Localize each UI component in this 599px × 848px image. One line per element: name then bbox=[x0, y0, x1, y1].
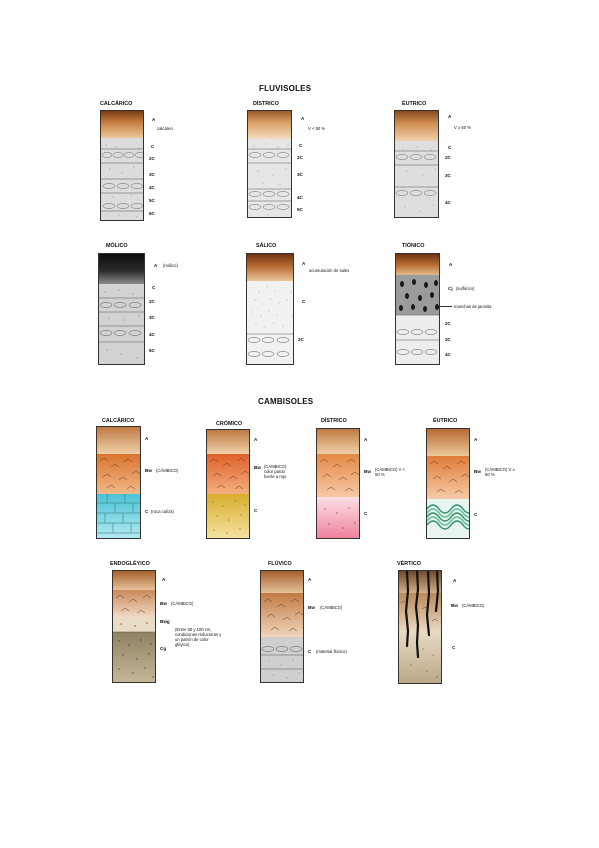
horizon-label-cj: Cj bbox=[448, 286, 453, 291]
horizon-note-bw: (CÁMBICO) bbox=[156, 468, 179, 473]
profile-title: MÓLICO bbox=[106, 243, 128, 249]
profile-title: VÉRTICO bbox=[397, 561, 421, 567]
horizon-label-5c: 5C bbox=[297, 207, 303, 212]
horizon-note: (mólico) bbox=[163, 263, 178, 268]
horizon-label-a: A bbox=[154, 263, 158, 268]
horizon-note-bw: (CÁMBICO) V < 50 % bbox=[375, 467, 405, 477]
horizon-label-a: A bbox=[474, 437, 478, 442]
horizon-label-2c: 2C bbox=[149, 156, 155, 161]
soil-column bbox=[98, 253, 145, 365]
horizon-label-4c: 4C bbox=[149, 185, 155, 190]
soil-column bbox=[394, 110, 439, 218]
limestone-texture bbox=[97, 427, 141, 539]
horizon-note-bw: (CÁMBICO) bbox=[171, 601, 194, 606]
horizon-label-bw: Bw bbox=[308, 605, 315, 610]
cambisoles-title: CAMBISOLES bbox=[258, 397, 314, 406]
horizon-label-c: C bbox=[299, 143, 303, 148]
horizon-label-a: A bbox=[364, 437, 368, 442]
horizon-label-a: A bbox=[152, 117, 156, 122]
profile-title: ENDOGLÉYICO bbox=[110, 561, 150, 567]
horizon-label-a: A bbox=[453, 578, 457, 583]
soil-column bbox=[426, 428, 470, 539]
horizon-label-bw: Bw bbox=[160, 601, 167, 606]
horizon-label-c: C bbox=[448, 145, 452, 150]
gravel-texture bbox=[395, 111, 439, 218]
horizon-note: calcáreo bbox=[157, 126, 173, 131]
gravel-texture bbox=[99, 254, 145, 365]
soil-column bbox=[96, 426, 141, 539]
horizon-label-a: A bbox=[449, 262, 453, 267]
horizon-label-4c: 4C bbox=[445, 200, 451, 205]
horizon-label-3c: 3C bbox=[149, 315, 155, 320]
horizon-label-bw: Bw bbox=[451, 603, 458, 608]
vertic-cracks bbox=[399, 571, 442, 684]
horizon-label-a: A bbox=[301, 116, 305, 121]
horizon-label-2c: 2C bbox=[297, 155, 303, 160]
profile-title: CALCÁRICO bbox=[102, 418, 135, 424]
fluvic-texture bbox=[261, 571, 304, 683]
soil-column bbox=[246, 253, 294, 365]
jarosita-note: manchas de jarosita bbox=[454, 304, 492, 309]
horizon-label-a: A bbox=[448, 114, 452, 119]
jarosita-pointer bbox=[440, 306, 452, 307]
horizon-label-c: C bbox=[474, 512, 478, 517]
horizon-note: V ≥ 50 % bbox=[454, 125, 471, 130]
horizon-label-c: C bbox=[308, 649, 312, 654]
horizon-label-c: C bbox=[302, 299, 306, 304]
horizon-note-bw: (CÁMBICO) V ≥ 50 % bbox=[485, 467, 515, 477]
soil-column bbox=[260, 570, 304, 683]
horizon-note: V < 50 % bbox=[308, 126, 326, 131]
horizon-label-c: C bbox=[145, 509, 149, 514]
horizon-label-a: A bbox=[254, 437, 258, 442]
horizon-label-a: A bbox=[308, 577, 312, 582]
soil-column bbox=[112, 570, 156, 683]
horizon-label-4c: 4C bbox=[149, 332, 155, 337]
profile-title: FLÚVICO bbox=[268, 561, 292, 567]
profile-title: CRÓMICO bbox=[216, 421, 243, 427]
soil-column bbox=[206, 429, 250, 539]
horizon-label-bwg: Bwg bbox=[160, 619, 170, 624]
horizon-label-2c: 2C bbox=[445, 155, 451, 160]
horizon-label-4c: 4C bbox=[297, 195, 303, 200]
horizon-label-c: C bbox=[452, 645, 456, 650]
horizon-label-3c: 3C bbox=[149, 172, 155, 177]
soil-column bbox=[395, 253, 440, 365]
profile-title: ÉUTRICO bbox=[402, 101, 427, 107]
soil-column bbox=[316, 428, 360, 539]
horizon-label-bw: Bw bbox=[364, 469, 371, 474]
soil-column bbox=[100, 110, 144, 221]
horizon-label-a: A bbox=[162, 577, 166, 582]
horizon-label-c: C bbox=[152, 285, 156, 290]
horizon-label-bw: Bw bbox=[254, 465, 261, 470]
soil-column bbox=[398, 570, 442, 684]
horizon-note-bw: (CÁMBICO) bbox=[462, 603, 485, 608]
horizon-label-c: C bbox=[254, 508, 258, 513]
horizon-label-3c: 3C bbox=[445, 337, 451, 342]
horizon-label-5c: 5C bbox=[149, 348, 155, 353]
horizon-label-bw: Bw bbox=[474, 469, 481, 474]
gley-texture bbox=[113, 571, 156, 683]
horizon-note-bw: (CÁMBICO) bbox=[320, 605, 343, 610]
horizon-note: (sulfúrico) bbox=[456, 286, 475, 291]
horizon-label-bw: Bw bbox=[145, 468, 152, 473]
jarosite-texture bbox=[396, 254, 440, 365]
horizon-note-bw: (CÁMBICO) color pardo fuerte a rojo bbox=[264, 464, 287, 479]
profile-title: SÁLICO bbox=[256, 243, 277, 249]
profile-title: ÉUTRICO bbox=[433, 418, 458, 424]
soil-column bbox=[247, 110, 292, 218]
horizon-label-6c: 6C bbox=[149, 211, 155, 216]
cambic-texture bbox=[207, 430, 250, 539]
horizon-label-4c: 4C bbox=[445, 352, 451, 357]
salt-texture bbox=[247, 254, 294, 365]
horizon-label-c: C bbox=[151, 144, 155, 149]
horizon-label-2c: 2C bbox=[298, 337, 304, 342]
cambic-texture bbox=[317, 429, 360, 539]
gravel-texture bbox=[248, 111, 292, 218]
horizon-label-a: A bbox=[145, 436, 149, 441]
horizon-label-5c: 5C bbox=[149, 198, 155, 203]
horizon-note-c: (roca caliza) bbox=[151, 509, 174, 514]
horizon-label-3c: 3C bbox=[297, 172, 303, 177]
horizon-note: acumulación de sales bbox=[309, 268, 350, 273]
cambic-texture bbox=[427, 429, 470, 539]
fluvisoles-title: FLUVISOLES bbox=[259, 84, 312, 93]
horizon-label-2c: 2C bbox=[445, 321, 451, 326]
horizon-label-2c: 2C bbox=[149, 299, 155, 304]
horizon-label-3c: 3C bbox=[445, 173, 451, 178]
profile-title: DÍSTRICO bbox=[321, 418, 347, 424]
profile-title: DÍSTRICO bbox=[253, 101, 279, 107]
horizon-label-cg: Cg bbox=[160, 646, 167, 651]
horizon-note-cg: (Entre 50 y 100 cm, condiciones reductoras y un patrón de color gléyico) bbox=[175, 627, 222, 647]
profile-title: CALCÁRICO bbox=[100, 101, 133, 107]
gravel-texture bbox=[101, 111, 144, 221]
profile-title: TIÓNICO bbox=[402, 243, 425, 249]
horizon-label-c: C bbox=[364, 511, 368, 516]
horizon-label-a: A bbox=[302, 261, 306, 266]
horizon-note-c: (material flúvico) bbox=[316, 649, 347, 654]
